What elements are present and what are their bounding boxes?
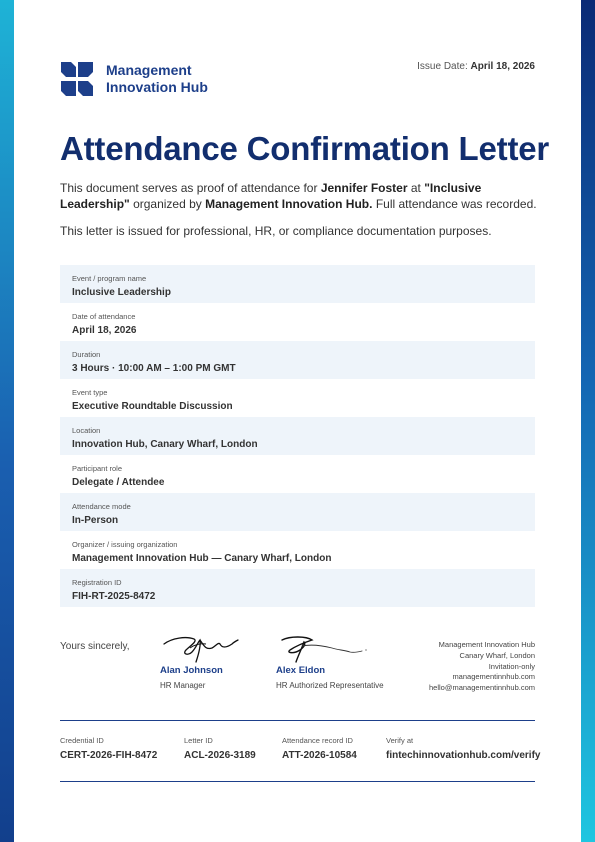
organization-address-block (429, 640, 535, 694)
right-accent-bar (581, 0, 595, 842)
signatory-title-2: HR Authorized Representative (276, 681, 384, 690)
issue-date-value: April 18, 2026 (470, 61, 535, 72)
attendance-record-id-label: Attendance record ID (282, 736, 353, 745)
verify-label: Verify at (386, 736, 414, 745)
handwritten-signature-2 (276, 632, 371, 664)
detail-label: Event type (72, 388, 108, 397)
closing-text: Yours sincerely, (60, 641, 130, 652)
signatory-name-1: Alan Johnson (160, 665, 223, 676)
intro-paragraph (60, 181, 540, 212)
purpose-statement: This letter is issued for professional, HR, or compliance documentation purposes. (60, 224, 492, 238)
detail-label: Attendance mode (72, 502, 131, 511)
letter-id-label: Letter ID (184, 736, 213, 745)
intro-text-2: at (410, 181, 421, 195)
verify-url[interactable]: fintechinnovationhub.com/verify (386, 750, 541, 761)
left-accent-bar (0, 0, 14, 842)
detail-value: In-Person (72, 515, 119, 526)
signatory-title-1: HR Manager (160, 681, 206, 690)
detail-label: Date of attendance (72, 312, 136, 321)
org-block-line: hello@managementinnhub.com (428, 683, 535, 693)
detail-label: Event / program name (72, 274, 147, 283)
detail-label: Location (72, 426, 101, 435)
attendance-record-id-value: ATT-2026-10584 (282, 750, 357, 761)
credential-id-value: CERT-2026-FIH-8472 (60, 750, 158, 761)
detail-value: Management Innovation Hub — Canary Wharf, London (72, 553, 332, 564)
participant-name: Jennifer Foster (320, 181, 408, 195)
intro-text-3: organized by (133, 196, 202, 211)
org-name (106, 62, 208, 96)
logo-mark-icon (60, 61, 94, 97)
detail-label: Registration ID (72, 578, 122, 587)
detail-value: Inclusive Leadership (72, 287, 171, 298)
detail-value: April 18, 2026 (72, 325, 137, 336)
org-name-line1: Management (106, 62, 192, 78)
verify-link[interactable] (386, 736, 540, 761)
org-block-line: Canary Wharf, London (459, 650, 535, 660)
signatory-name-2: Alex Eldon (276, 665, 326, 676)
issue-date (417, 61, 535, 72)
detail-row (60, 265, 535, 303)
detail-label: Duration (72, 350, 101, 359)
issue-date-label: Issue Date: (417, 61, 468, 72)
detail-row (60, 531, 535, 569)
org-name-line2: Innovation Hub (106, 79, 208, 95)
intro-text-4: Full attendance was recorded. (375, 196, 537, 211)
credential-id-label: Credential ID (60, 736, 104, 745)
letter-id-value: ACL-2026-3189 (184, 750, 256, 761)
detail-value: FIH-RT-2025-8472 (72, 591, 156, 602)
detail-label: Participant role (72, 464, 123, 473)
detail-value: 3 Hours · 10:00 AM – 1:00 PM GMT (72, 363, 236, 374)
org-block-line: Invitation-only (488, 661, 535, 671)
detail-row (60, 303, 535, 341)
org-block-line: Management Innovation Hub (438, 640, 535, 649)
intro-text-1: This document serves as proof of attendance for (60, 181, 318, 195)
detail-row (60, 493, 535, 531)
attendance-record-id (282, 736, 357, 761)
divider-bottom (60, 781, 535, 782)
handwritten-signature-1 (160, 632, 240, 664)
details-table (60, 265, 535, 607)
signature-block-1 (160, 632, 240, 690)
detail-value: Delegate / Attendee (72, 477, 165, 488)
detail-row (60, 569, 535, 607)
detail-label: Organizer / issuing organization (72, 540, 178, 549)
detail-row (60, 455, 535, 493)
signature-block-2 (276, 632, 384, 690)
page-title: Attendance Confirmation Letter (60, 130, 550, 167)
detail-row (60, 341, 535, 379)
detail-row (60, 417, 535, 455)
detail-value: Executive Roundtable Discussion (72, 401, 233, 412)
org-logo (60, 61, 208, 97)
organizer-name: Management Innovation Hub. (205, 196, 373, 211)
event-name: "Inclusive Leadership" (60, 181, 482, 211)
org-block-line: managementinnhub.com (452, 672, 535, 682)
credential-id (60, 736, 157, 761)
letter-id (184, 736, 256, 761)
divider-top (60, 720, 535, 721)
detail-row (60, 379, 535, 417)
detail-value: Innovation Hub, Canary Wharf, London (72, 439, 258, 450)
